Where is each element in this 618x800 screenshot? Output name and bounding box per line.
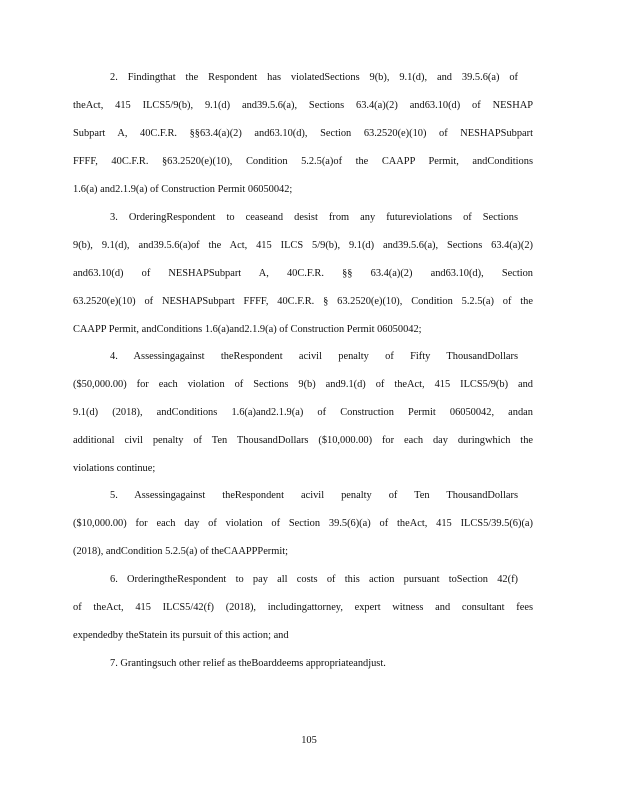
paragraph-5-line-3: (2018), andCondition 5.2.5(a) of theCAAPPPermit; bbox=[73, 546, 289, 557]
page-number: 105 bbox=[301, 735, 317, 746]
paragraph-7-line-1: 7. Grantingsuch other relief as theBoarddeems appropriateandjust. bbox=[110, 658, 386, 669]
paragraph-4-line-2: ($50,000.00) for each violation of Sections 9(b) and9.1(d) of theAct, 415 ILCS5/9(b) and bbox=[73, 379, 533, 390]
paragraph-6-line-2: of theAct, 415 ILCS5/42(f) (2018), includingattorney, expert witness and consultant fees bbox=[73, 602, 533, 613]
paragraph-4-line-5: violations continue; bbox=[73, 463, 156, 474]
paragraph-2-line-3: Subpart A, 40C.F.R. §§63.4(a)(2) and63.10(d), Section 63.2520(e)(10) of NESHAPSubpart bbox=[73, 128, 533, 139]
paragraph-3-line-2: 9(b), 9.1(d), and39.5.6(a)of the Act, 415 ILCS 5/9(b), 9.1(d) and39.5.6(a), Sections 63.4(a)(2) bbox=[73, 240, 533, 251]
paragraph-3-line-3: and63.10(d) of NESHAPSubpart A, 40C.F.R. §§ 63.4(a)(2) and63.10(d), Section bbox=[73, 268, 533, 279]
paragraph-2-line-4: FFFF, 40C.F.R. §63.2520(e)(10), Condition 5.2.5(a)of the CAAPP Permit, andConditions bbox=[73, 156, 533, 167]
paragraph-3-line-4: 63.2520(e)(10) of NESHAPSubpart FFFF, 40C.F.R. § 63.2520(e)(10), Condition 5.2.5(a) of the bbox=[73, 296, 533, 307]
paragraph-2-line-1: 2. Findingthat the Respondent has violatedSections 9(b), 9.1(d), and 39.5.6(a) of bbox=[110, 72, 518, 83]
paragraph-2-line-5: 1.6(a) and2.1.9(a) of Construction Permit 06050042; bbox=[73, 184, 293, 195]
paragraph-4-line-1: 4. Assessingagainst theRespondent acivil penalty of Fifty ThousandDollars bbox=[110, 351, 518, 362]
paragraph-2-line-2: theAct, 415 ILCS5/9(b), 9.1(d) and39.5.6(a), Sections 63.4(a)(2) and63.10(d) of NESHAP bbox=[73, 100, 533, 111]
paragraph-6-line-3: expendedby theStatein its pursuit of this action; and bbox=[73, 630, 289, 641]
paragraph-3-line-5: CAAPP Permit, andConditions 1.6(a)and2.1.9(a) of Construction Permit 06050042; bbox=[73, 324, 422, 335]
paragraph-6-line-1: 6. OrderingtheRespondent to pay all costs of this action pursuant toSection 42(f) bbox=[110, 574, 518, 585]
paragraph-3-line-1: 3. OrderingRespondent to ceaseand desist from any futureviolations of Sections bbox=[110, 212, 518, 223]
paragraph-5-line-2: ($10,000.00) for each day of violation of Section 39.5(6)(a) of theAct, 415 ILCS5/39.5(6)(a) bbox=[73, 518, 533, 529]
paragraph-5-line-1: 5. Assessingagainst theRespondent acivil penalty of Ten ThousandDollars bbox=[110, 490, 518, 501]
paragraph-4-line-3: 9.1(d) (2018), andConditions 1.6(a)and2.1.9(a) of Construction Permit 06050042, andan bbox=[73, 407, 533, 418]
paragraph-4-line-4: additional civil penalty of Ten ThousandDollars ($10,000.00) for each day duringwhich the bbox=[73, 435, 533, 446]
